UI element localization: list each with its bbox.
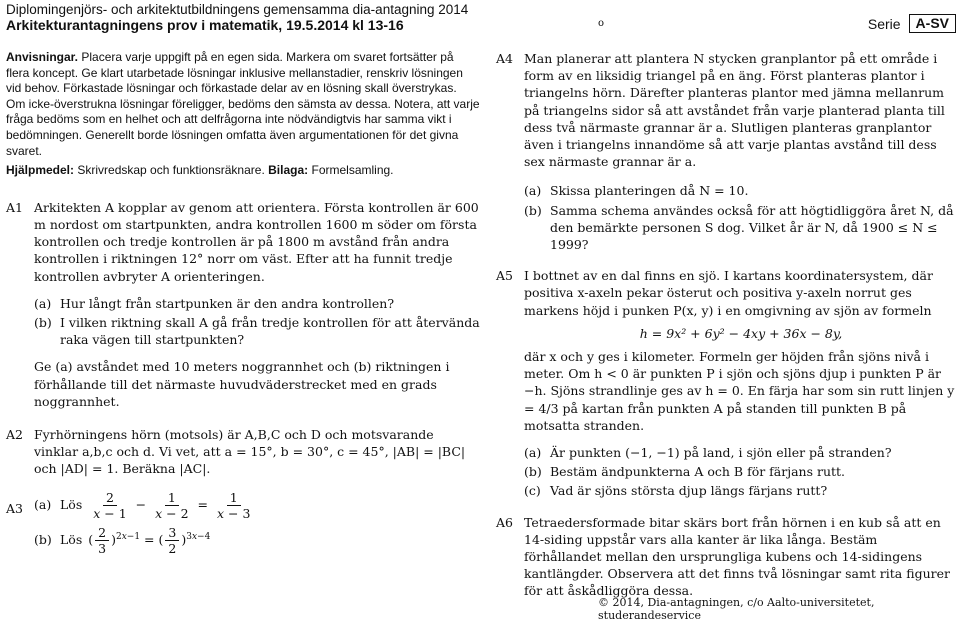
subquestion-a <box>524 444 958 461</box>
problem-a3 <box>6 490 480 556</box>
sub-label: (b) <box>524 202 542 218</box>
problem-a2 <box>6 426 480 478</box>
aids-label: Hjälpmedel: <box>6 163 75 178</box>
problem-number: A6 <box>496 514 513 530</box>
aids <box>6 163 480 179</box>
problem-text: I bottnet av en dal finns en sjö. I kartans koordinatersystem, där positiva x-axeln pekar österut och positiva y-axeln norrut ges markens höjd i punken P(x, y) i en omgivning av sjön av formeln <box>524 268 933 318</box>
problem-text2: där x och y ges i kilometer. Formeln ger höjden från sjöns nivå i meter. Om h < 0 är punkten P i sjön och sjöns djup i punkten P är −h. Sjöns strandlinje ges av h = 0. En färja har som sin rutt linjen y = 4/3 på kartan från punkten A på standen till punkten B på motsatta stranden. <box>524 349 955 433</box>
sub-text: Bestäm ändpunkterna A och B för färjans rutt. <box>550 464 846 480</box>
problem-number: A2 <box>6 426 23 442</box>
problem-number: A1 <box>6 199 23 215</box>
sub-label: (a) <box>524 183 542 199</box>
problem-a4 <box>496 50 958 253</box>
subquestion-b <box>524 202 958 254</box>
sub-text: Vad är sjöns största djup längs färjans rutt? <box>550 483 828 499</box>
sub-label: (a) <box>524 445 542 461</box>
problem-a5 <box>496 267 958 499</box>
solve-word: Lös <box>60 532 83 548</box>
serie-code: A-SV <box>909 14 956 33</box>
subquestion-b <box>34 314 480 348</box>
problem-a1 <box>6 199 480 410</box>
sub-text: Är punkten (−1, −1) på land, i sjön eller på stranden? <box>550 445 892 461</box>
instructions-line2: Om icke-överstrukna lösningar föreligger, bedöms den sämsta av dessa. Notera, att varje fråga bedöms som en helhet och att delfrågorna inte nödvändigtvis har samma vikt i bedömningen. Generellt borde lösningen omfatta även argumentationen för det givna svaret. <box>6 96 480 158</box>
equation-a-math: $\frac{2}{x - 1}$ − $\frac{1}{x - 2}$ = $\frac{1}{x - 3}$ <box>93 489 251 521</box>
equation-b-math: ( $\frac{2}{3}$ )$^{2x-1}$ = ( $\frac{3}{2}$ )$^{3x-4}$ <box>88 524 211 556</box>
problem-text: Arkitekten A kopplar av genom att orientera. Första kontrollen är 600 m nordost om startpunkten, andra kontrollen 1600 m söder om första kontrollen och tredje kontrollen är på 1800 m avstånd från andra kontrollen i riktningen 12° norr om väst. Efter att ha funnit tredje kontrollen avbryter A orienteringen. <box>34 199 479 284</box>
attach-label: Bilaga: <box>268 163 309 178</box>
sub-label: (b) <box>34 532 52 548</box>
serie-label: Serie <box>867 15 901 32</box>
footer: © 2014, Dia-antagningen, c/o Aalto-universitetet, studerandeservice <box>598 596 875 622</box>
subquestion-c <box>524 482 958 499</box>
instructions-title: Anvisningar. <box>6 50 79 64</box>
subquestion-b <box>524 463 958 480</box>
sub-label: (b) <box>524 464 542 480</box>
degree-circle: o <box>598 18 605 29</box>
sub-label: (b) <box>34 314 52 330</box>
sub-label: (c) <box>524 483 541 499</box>
sub-text: Skissa planteringen då N = 10. <box>550 183 749 199</box>
header-line1: Diplomingenjörs- och arkitektutbildningens gemensamma dia-antagning 2014 <box>6 2 469 17</box>
header-line2: Arkitekturantagningens prov i matematik, 19.5.2014 kl 13-16 <box>6 17 404 33</box>
problem-number: A3 <box>6 500 23 516</box>
instructions <box>6 50 480 179</box>
sub-text: Hur långt från startpunken är den andra kontrollen? <box>60 295 395 311</box>
problem-a6 <box>496 514 958 600</box>
right-column <box>496 50 958 600</box>
sub-text: Samma schema användes också för att högtidliggöra året N, då den bemärkte personen S dog. Vilket år är N, då 1900 ≤ N ≤ 1999? <box>550 202 954 253</box>
instructions-line1: Placera varje uppgift på en egen sida. Markera om svaret fortsätter på flera koncept. Ge klart utarbetade lösningar inklusive mellanstadier, renskriv lösningen vid behov. Förkastade lösningar och förkastade delar av en lösning skall överstrykas. <box>6 50 463 96</box>
subquestion-a <box>524 182 958 199</box>
problem-number: A4 <box>496 51 513 66</box>
solve-word: Lös <box>60 497 83 513</box>
header <box>6 2 954 33</box>
equation-a <box>34 490 480 521</box>
sub-text: I vilken riktning skall A gå från tredje kontrollen för att återvända raka vägen till startpunkten? <box>60 314 480 348</box>
aids-text: Skrivredskap och funktionsräknare. <box>77 163 265 178</box>
problem-text: Fyrhörningens hörn (motsols) är A,B,C och D och motsvarande vinklar a,b,c och d. Vi vet, att a = 15°, b = 30°, c = 45°, |AB| = |BC| och |AD| = 1. Beräkna |AC|. <box>34 426 466 477</box>
problem-tail: Ge (a) avståndet med 10 meters noggrannhet och (b) riktningen i förhållande till det närmaste huvudväderstrecket med en grads noggrannhet. <box>34 359 450 409</box>
serie-box <box>868 14 956 33</box>
left-column <box>6 50 480 556</box>
problem-number: A5 <box>496 268 513 284</box>
problem-text: Tetraedersformade bitar skärs bort från hörnen i en kub så att en 14-siding uppstår vars alla kanter är lika långa. Bestäm förhållandet mellan den ursprungliga kubens och 14-sidingens kantlängder. Observera att det finns två lösningar samt rita figurer för att åskådliggöra dessa. <box>524 514 950 599</box>
subquestion-a <box>34 295 480 312</box>
height-formula: h = 9x² + 6y² − 4xy + 36x − 8y, <box>639 325 843 341</box>
attach-text: Formelsamling. <box>311 163 394 178</box>
sub-label: (a) <box>34 497 52 513</box>
problem-text: Man planerar att plantera N stycken granplantor på ett område i form av en liksidig triangel på en äng. Först planteras plantor i triangelns hörn. Därefter planteras plantor med jämna mellanrum på triangelns sidor så att avståndet från varje planterad planta till dess två närmaste grannar är a. Slutligen planteras granplantor även i triangelns innandöme så att varje plantas avstånd till dess sex närmaste grannar är a. <box>524 51 945 170</box>
sub-label: (a) <box>34 295 52 311</box>
equation-b <box>34 525 480 556</box>
